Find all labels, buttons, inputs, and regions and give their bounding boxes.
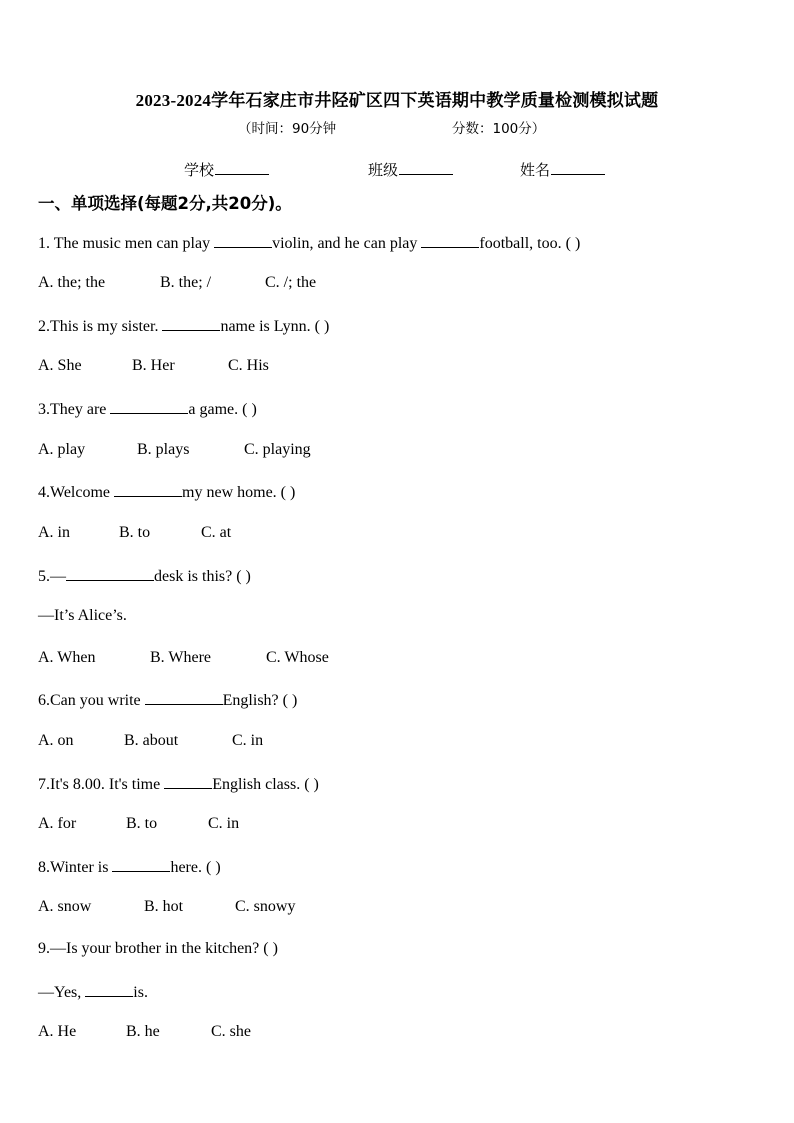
option-b[interactable]: B. he: [126, 1023, 160, 1040]
school-blank[interactable]: [215, 160, 269, 175]
option-b[interactable]: B. hot: [144, 898, 184, 915]
option-a[interactable]: A. the; the: [38, 274, 106, 291]
name-field[interactable]: [520, 159, 605, 180]
option-b[interactable]: B. to: [119, 524, 151, 541]
options-2: [38, 357, 269, 375]
option-a[interactable]: A. for: [38, 815, 77, 832]
answer-blank[interactable]: [164, 774, 212, 789]
option-b[interactable]: B. Where: [150, 649, 212, 666]
answer-blank[interactable]: [162, 316, 220, 331]
name-blank[interactable]: [551, 160, 605, 175]
answer-blank[interactable]: [214, 233, 272, 248]
class-label: 班级: [368, 161, 399, 179]
answer-blank[interactable]: [110, 399, 188, 414]
question-9: 9.—Is your brother in the kitchen? ( ): [38, 940, 278, 957]
exam-score: 分数：100分）: [452, 121, 546, 137]
option-a[interactable]: A. When: [38, 649, 96, 666]
option-a[interactable]: A. snow: [38, 898, 92, 915]
option-a[interactable]: A. He: [38, 1023, 77, 1040]
options-7: [38, 815, 239, 833]
options-4: [38, 524, 231, 542]
options-3: [38, 441, 311, 459]
answer-blank[interactable]: [145, 690, 223, 705]
question-5: 5.— desk is this? ( ): [38, 568, 251, 585]
page-title: 2023-2024学年石家庄市井陉矿区四下英语期中教学质量检测模拟试题: [135, 91, 659, 110]
name-label: 姓名: [520, 161, 551, 179]
class-field[interactable]: [368, 159, 453, 180]
question-6: 6.Can you write English? ( ): [38, 692, 298, 709]
question-3: 3.They are a game. ( ): [38, 401, 257, 418]
option-a[interactable]: A. in: [38, 524, 70, 541]
option-b[interactable]: B. to: [126, 815, 158, 832]
option-b[interactable]: B. plays: [137, 441, 190, 458]
answer-blank[interactable]: [85, 982, 133, 997]
option-c[interactable]: C. /; the: [265, 274, 317, 291]
options-5: [38, 649, 329, 667]
answer-blank[interactable]: [421, 233, 479, 248]
class-blank[interactable]: [399, 160, 453, 175]
answer-5: —It’s Alice’s.: [38, 607, 127, 624]
question-2: 2.This is my sister. name is Lynn. ( ): [38, 318, 330, 335]
option-a[interactable]: A. on: [38, 732, 74, 749]
school-label: 学校: [184, 161, 215, 179]
option-b[interactable]: B. the; /: [160, 274, 212, 291]
option-c[interactable]: C. at: [201, 524, 232, 541]
question-1: 1. The music men can play violin, and he can play football, too. ( ): [38, 235, 581, 252]
exam-time: （时间：90分钟: [238, 121, 337, 137]
answer-9: —Yes, is.: [38, 984, 148, 1001]
answer-blank[interactable]: [114, 482, 182, 497]
question-4: 4.Welcome my new home. ( ): [38, 484, 296, 501]
options-1: [38, 274, 316, 292]
option-a[interactable]: A. play: [38, 441, 86, 458]
option-c[interactable]: C. in: [208, 815, 240, 832]
question-8: 8.Winter is here. ( ): [38, 859, 221, 876]
answer-blank[interactable]: [112, 857, 170, 872]
option-c[interactable]: C. snowy: [235, 898, 296, 915]
option-c[interactable]: C. in: [232, 732, 264, 749]
option-b[interactable]: B. Her: [132, 357, 175, 374]
options-8: [38, 898, 295, 916]
option-c[interactable]: C. playing: [244, 441, 311, 458]
option-a[interactable]: A. She: [38, 357, 82, 374]
school-field[interactable]: [184, 159, 269, 180]
question-7: 7.It's 8.00. It's time English class. ( ): [38, 776, 319, 793]
option-c[interactable]: C. His: [228, 357, 269, 374]
section-title: 一、单项选择(每题2分,共20分)。: [38, 194, 292, 213]
option-c[interactable]: C. she: [211, 1023, 251, 1040]
option-b[interactable]: B. about: [124, 732, 179, 749]
options-9: [38, 1023, 251, 1041]
options-6: [38, 732, 263, 750]
answer-blank[interactable]: [66, 566, 154, 581]
option-c[interactable]: C. Whose: [266, 649, 329, 666]
